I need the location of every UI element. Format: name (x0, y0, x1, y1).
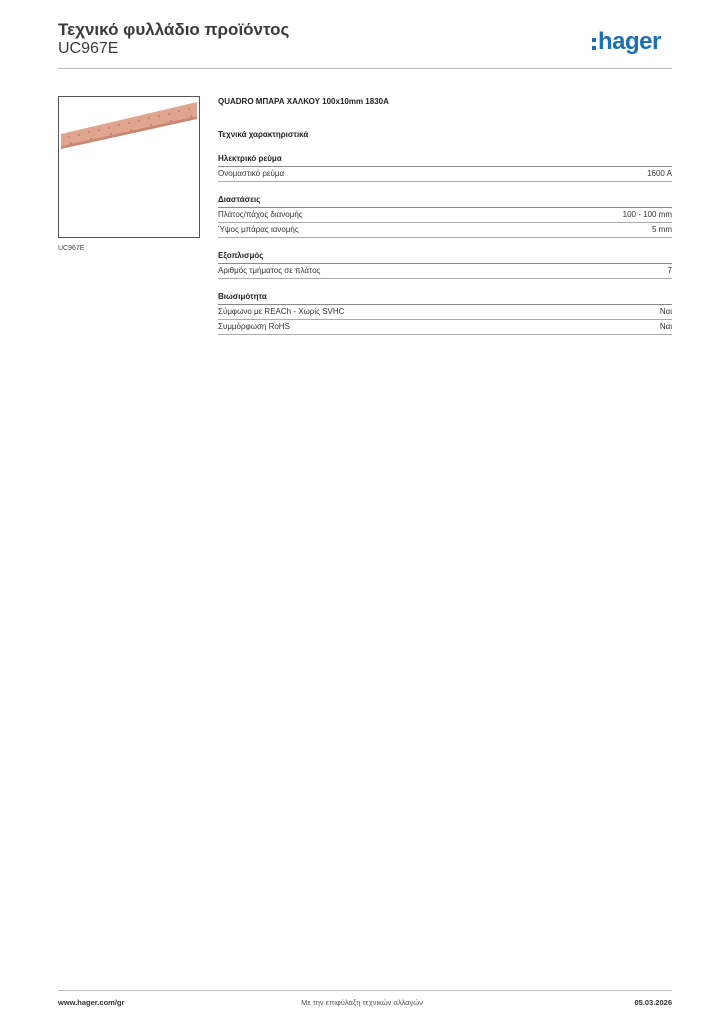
specs-section-title: Τεχνικά χαρακτηριστικά (218, 130, 309, 139)
product-image (58, 96, 200, 238)
spec-label: Ονομαστικό ρεύμα (218, 169, 285, 178)
header-divider (58, 68, 672, 69)
footer-notice: Με την επιφύλαξη τεχνικών αλλαγών (301, 998, 423, 1007)
spec-row (218, 264, 672, 279)
group-title-sustainability: Βιωσιμότητα (218, 291, 672, 305)
group-title-electrical: Ηλεκτρικό ρεύμα (218, 153, 672, 167)
spec-value: 100 - 100 mm (622, 210, 672, 219)
spec-row (218, 167, 672, 182)
spec-row (218, 320, 672, 335)
spec-label: Ύψος μπάρας ιανομής (218, 225, 299, 234)
spec-value: 7 (667, 266, 672, 275)
product-name: QUADRO ΜΠΑΡΑ ΧΑΛΚΟΥ 100x10mm 1830A (218, 97, 389, 106)
document-title: Τεχνικό φυλλάδιο προϊόντος (58, 20, 290, 39)
group-title-equipment: Εξοπλισμός (218, 250, 672, 264)
spec-row (218, 305, 672, 320)
group-title-dimensions: Διαστάσεις (218, 194, 672, 208)
spec-label: Συμμόρφωση RoHS (218, 322, 290, 331)
logo-text: hager (598, 28, 661, 55)
spec-label: Σύμφωνο με REACh - Χωρίς SVHC (218, 307, 345, 316)
footer-website-link[interactable]: www.hager.com/gr (58, 998, 125, 1007)
busbar-face (61, 102, 197, 146)
footer-date: 05.03.2026 (634, 998, 672, 1007)
spec-value: Ναι (659, 307, 672, 316)
image-caption: UC967E (58, 245, 85, 252)
hager-logo (592, 28, 661, 56)
copper-busbar-image (59, 97, 199, 237)
specifications-panel (218, 96, 672, 335)
spec-label: Πλάτος/πάχος διανομής (218, 210, 303, 219)
spec-value: 5 mm (652, 225, 672, 234)
spec-row (218, 208, 672, 223)
logo-dots-icon (592, 38, 596, 50)
spec-value: 1600 A (647, 169, 672, 178)
spec-value: Ναι (659, 322, 672, 331)
spec-row (218, 223, 672, 238)
spec-label: Αριθμός τμήματος σε πλάτος (218, 266, 321, 275)
footer-divider (58, 990, 672, 991)
product-code-heading: UC967E (58, 40, 119, 57)
